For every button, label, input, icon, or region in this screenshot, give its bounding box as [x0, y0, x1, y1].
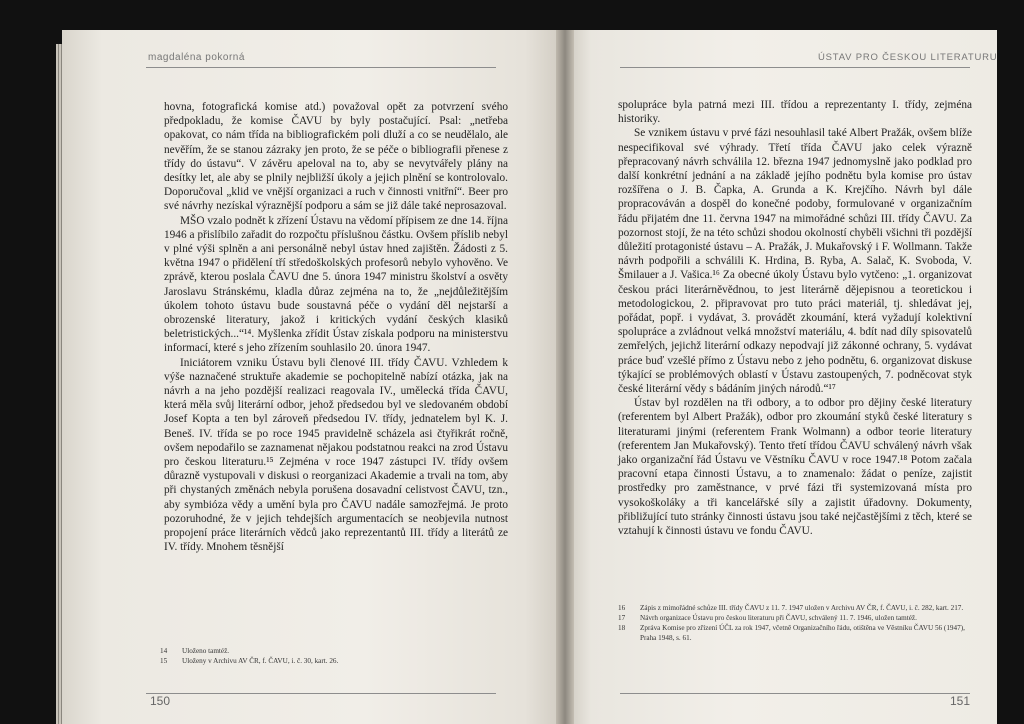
right-header-rule — [620, 67, 970, 68]
footnote — [160, 656, 500, 666]
footnote-text: Návrh organizace Ústavu pro českou literaturu při ČAVU, schválený 11. 7. 1946, uložen tamtéž. — [640, 614, 917, 622]
footnote — [618, 623, 968, 643]
footnote-text: Zápis z mimořádné schůze III. třídy ČAVU z 11. 7. 1947 uložen v Archivu AV ČR, f. ČAVU, i. č. 282, kart. 217. — [640, 604, 964, 612]
right-body-text — [618, 98, 972, 538]
left-running-head: magdaléna pokorná — [148, 52, 245, 63]
footnote — [618, 613, 968, 623]
footnote — [618, 603, 968, 613]
left-header-rule — [146, 67, 496, 68]
right-running-head: ÚSTAV PRO ČESKOU LITERATURU — [818, 52, 998, 63]
left-page-number: 150 — [150, 694, 171, 708]
footnote-number: 15 — [160, 657, 168, 665]
left-paragraph-3: Iniciátorem vzniku Ústavu byli členové III. třídy ČAVU. Vzhledem k výše naznačené struktuře akademie se pochopitelně nabízí otázka, jak na návrh a na jeho pozdější realizaci reagovala IV., umělecká třída ČAVU, která měla svůj literární odbor, jehož předsedou byl ve sledovaném období Josef Kopta a ten byl zároveň předsedou IV. třídy, jednatelem byl K. J. Beneš. IV. třída se po roce 1945 pravidelně scházela asi čtyřikrát ročně, ovšem nepodařilo se zaznamenat nějakou podstatnou reakci na zrod Ústavu pro českou literaturu.¹⁵ Zejména v roce 1947 zástupci IV. třídy ovšem důrazně vystupovali v diskusi o reorganizaci Akademie a trvali na tom, aby při chystaných změnách nebyla porušena dosavadní celistvost ČAVU, tzn., aby symbióza vědy a umění byla pro ČAVU nadále samozřejmá. Je proto pozoruhodné, že v jejich tehdejších argumentacích se neobjevila nutnost propojení práce literárních vědců jako reprezentantů III. třídy a literátů ze IV. třídy. Mnohem těsnější — [164, 356, 508, 554]
left-body-text — [164, 100, 508, 555]
footnote-number: 14 — [160, 647, 168, 655]
left-paragraph-1: hovna, fotografická komise atd.) považoval opět za potvrzení svého předpokladu, že komise ČAVU by byly postačující. Psal: „netřeba opakovat, co nám třída na bibliografickém poli dluží a co se neudělalo, ale nevěřím, že se stanou zázraky jen proto, že se péče o bibliografii přenese z třídy do ústavu“. V závěru apeloval na to, aby se nevytvářely plány na desítky let, ale aby se plnily nejbližší úkoly a jejich plnění se kontrolovalo. Doporučoval „klid ve vnější organizaci a ruch v činnosti vnitřní“. Beer pro své návrhy nezískal výraznější podporu a sám se již dále také neprosazoval. — [164, 101, 508, 213]
left-footer-rule — [146, 693, 496, 694]
book-gutter — [556, 30, 574, 724]
right-footer-rule — [620, 693, 970, 694]
footnote-text: Uloženo tamtéž. — [182, 647, 230, 655]
footnote — [160, 646, 500, 656]
footnote-number: 18 — [618, 624, 626, 632]
right-paragraph-1: spolupráce byla patrná mezi III. třídou a reprezentanty I. třídy, zejména historiky. — [618, 99, 972, 126]
right-page-number: 151 — [950, 694, 971, 708]
footnote-number: 17 — [618, 614, 626, 622]
right-paragraph-2: Se vznikem ústavu v prvé fázi nesouhlasil také Albert Pražák, ovšem blíže nespecifikoval své výhrady. Třetí třída ČAVU jako celek výrazně přepracovaný návrh schválila 12. března 1947 jednomyslně jako podklad pro další konkrétní jednání a na základě jejího podnětu byla komise pro ústav rozšířena o J. B. Čapka, A. Grunda a K. Krejčího. Návrh byl dále propracováván a dospěl do konečné podoby, formulované v organizačním řádu přijatém dne 11. června 1947 na mimořádné schůzi III. třídy ČAVU. Za pozornost stojí, že na této schůzi shodou okolností chyběli všichni tři pozdější důležití protagonisté ústavu – A. Pražák, J. Mukařovský i F. Wollmann. Takže návrh podpořili a schválili K. Hrdina, B. Ryba, A. Salač, K. Svoboda, V. Šmilauer a J. Vašica.¹⁶ Za obecné úkoly Ústavu bylo vytčeno: „1. organizovat českou práci literárněvědnou, to jest literárně dějepisnou a teoretickou i metodologickou, 2. připravovat pro tuto práci materiál, tj. shledávat jej, pořádat, popř. i vydávat, 3. provádět zkoumání, která vyžadují kolektivní spolupráce a zvládnout velká množství materiálu, 4. bdít nad díly spisovatelů zemřelých, jejichž literární odkazy nepodvají již zákonné ochrany, 5. vydávat práce buď vzešlé přímo z Ústavu nebo z jeho podnětu, 6. organizovat diskuse týkající se problémových oblastí v Ústavu zastoupených, 7. podněcovat styk české literární vědy s bádáním jiných národů.“¹⁷ — [618, 127, 972, 396]
right-paragraph-3: Ústav byl rozdělen na tři odbory, a to odbor pro dějiny české literatury (referentem byl Albert Pražák), odbor pro zkoumání styků české literatury s literaturami jinými (referentem Frank Wolmann) a odbor teorie literatury (referentem Jan Mukařovský). Tento třetí třídou ČAVU schválený návrh však jako organizační řád Ústavu ve Věstníku ČAVU v roce 1947.¹⁸ Potom začala pracovní etapa činnosti Ústavu, a to znamenalo: žádat o peníze, zajistit prostředky pro zaměstnance, v prvé fázi tři systemizovaná místa pro vysokoškoláky a tři kancelářské síly a zajistit úřadovny. Dokumenty, přibližující tuto stránky činnosti ústavu jsou také nejčastějšími z těch, které se vztahují k činnosti ústavu ve fondu ČAVU. — [618, 397, 972, 538]
left-footnotes — [160, 646, 500, 666]
right-footnotes — [618, 603, 968, 643]
footnote-text: Uloženy v Archivu AV ČR, f. ČAVU, i. č. 30, kart. 26. — [182, 657, 339, 665]
footnote-number: 16 — [618, 604, 626, 612]
left-paragraph-2: MŠO vzalo podnět k zřízení Ústavu na vědomí přípisem ze dne 14. října 1946 a přislíbilo zařadit do rozpočtu příslušnou částku. Ovšem příslib nebyl v plné výši splněn a ani personálně nebyl ústav hned zajištěn. Žádosti z 5. května 1947 o přidělení tří středoškolských profesorů nebylo vyhověno. Ve zprávě, kterou poslala ČAVU dne 5. února 1947 ministru školství a osvěty Jaroslavu Stránskému, kladla důraz zejména na to, že „nejdůležitějším úkolem tohoto ústavu bude soustavná péče o vydání děl nejstarší a obrozenské literatury, jakož i kritických vydání českých klasiků beletristických...“¹⁴. Myšlenka zřídit Ústav získala podporu na ministerstvu informací, které s jeho zřízením souhlasilo 20. února 1947. — [164, 214, 508, 355]
footnote-text: Zpráva Komise pro zřízení ÚČL za rok 1947, včetně Organizačního řádu, otištěna ve Věstníku ČAVU 56 (1947), Praha 1948, s. 61. — [640, 624, 965, 642]
